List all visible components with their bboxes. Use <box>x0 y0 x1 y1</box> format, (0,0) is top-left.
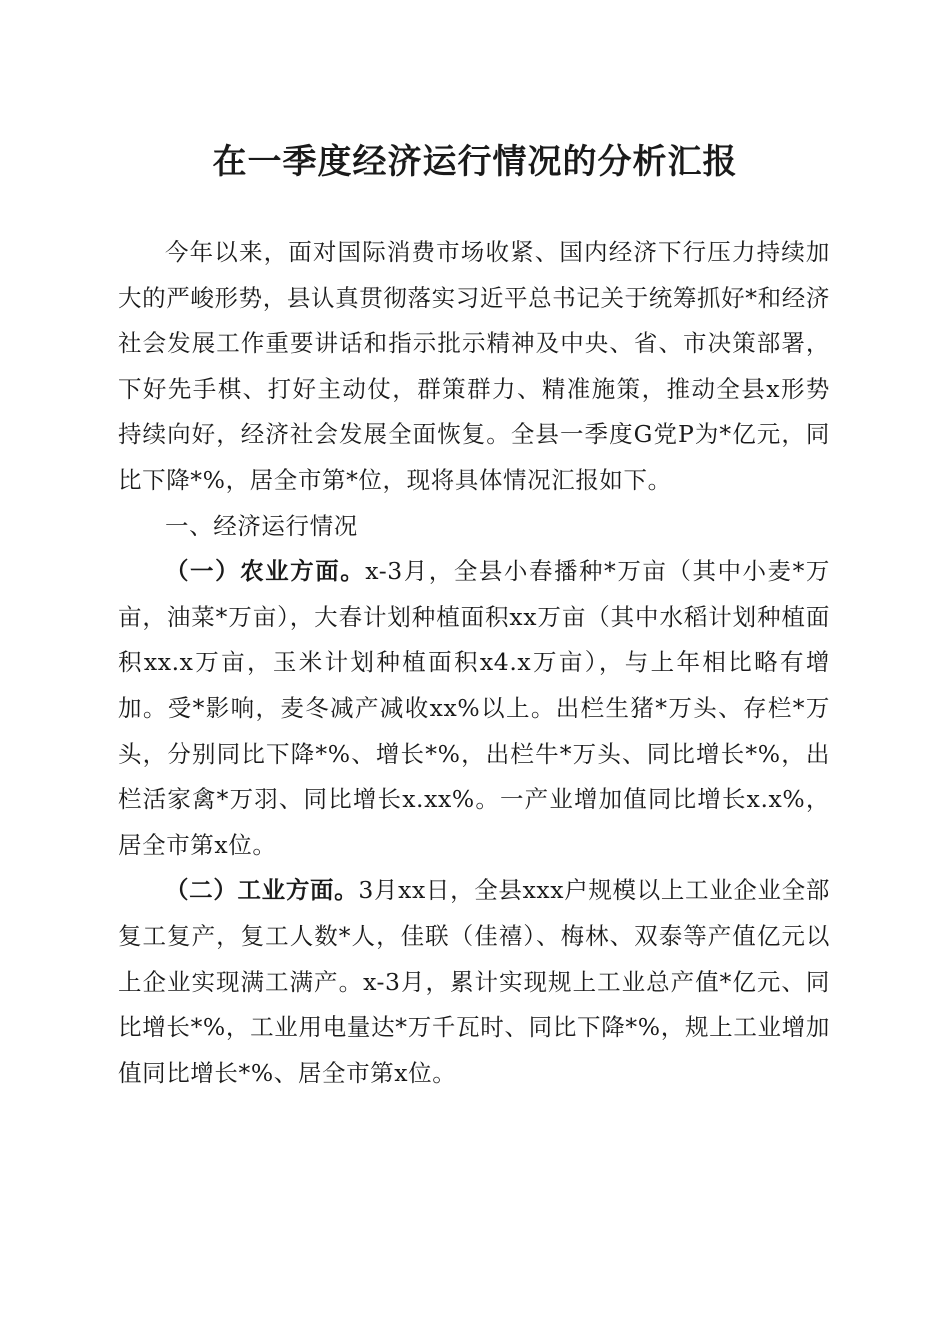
industry-text: 3月xx日，全县xxx户规模以上工业企业全部复工复产，复工人数*人，佳联（佳禧）、梅林、双泰等产值亿元以上企业实现满工满产。x-3月，累计实现规上工业总产值*亿元、同比增长*%，工业用电量达*万千瓦时、同比下降*%，规上工业增加值同比增长*%、居全市第x位。 <box>118 876 830 1087</box>
section-heading-economic-operation: 一、经济运行情况 <box>165 511 358 540</box>
document-title: 在一季度经济运行情况的分析汇报 <box>212 142 738 182</box>
document-body <box>118 230 830 1096</box>
agriculture-text: x-3月，全县小春播种*万亩（其中小麦*万亩，油菜*万亩），大春计划种植面积xx万亩（其中水稻计划种植面积xx.x万亩，玉米计划种植面积x4.x万亩），与上年相比略有增加。受*影响，麦冬减产减收xx%以上。出栏生猪*万头、存栏*万头，分别同比下降*%、增长*%，出栏牛*万头、同比增长*%，出栏活家禽*万羽、同比增长x.xx%。一产业增加值同比增长x.x%，居全市第x位。 <box>118 557 830 859</box>
industry-lead: （二）工业方面。 <box>165 876 359 905</box>
intro-paragraph: 今年以来，面对国际消费市场收紧、国内经济下行压力持续加大的严峻形势，县认真贯彻落实习近平总书记关于统筹抓好*和经济社会发展工作重要讲话和指示批示精神及中央、省、市决策部署，下好先手棋、打好主动仗，群策群力、精准施策，推动全县x形势持续向好，经济社会发展全面恢复。全县一季度G党P为*亿元，同比下降*%，居全市第*位，现将具体情况汇报如下。 <box>118 238 830 494</box>
industry-paragraph <box>118 868 830 1096</box>
agriculture-lead: （一）农业方面。 <box>165 557 366 586</box>
agriculture-paragraph <box>118 549 830 868</box>
